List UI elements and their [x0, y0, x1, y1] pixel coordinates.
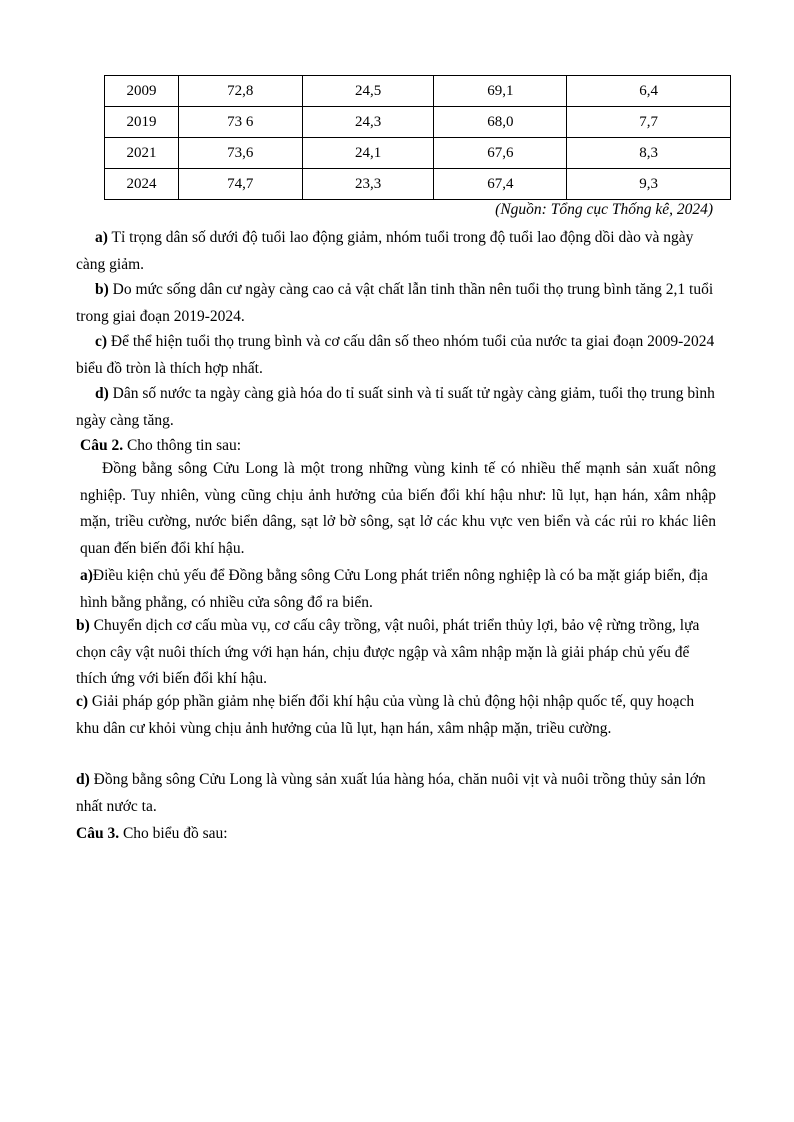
- table-cell: 69,1: [434, 76, 567, 107]
- table-cell: 23,3: [302, 169, 434, 200]
- table-cell: 2021: [105, 138, 179, 169]
- table-cell: 73,6: [178, 138, 302, 169]
- q1-statement-a: [76, 225, 716, 278]
- table-cell: 24,3: [302, 107, 434, 138]
- table-source: (Nguồn: Tổng cục Thống kê, 2024): [495, 201, 713, 218]
- q2-statement-c: [76, 689, 720, 742]
- question-label: Câu 2.: [80, 437, 124, 454]
- population-table: [104, 75, 731, 200]
- q1-statement-b: [76, 277, 716, 330]
- table-cell: 73 6: [178, 107, 302, 138]
- table-cell: 7,7: [567, 107, 731, 138]
- q1-statement-d: [76, 381, 716, 434]
- table-cell: 8,3: [567, 138, 731, 169]
- table-cell: 6,4: [567, 76, 731, 107]
- question-text: Cho thông tin sau:: [123, 437, 242, 454]
- q2-statement-b: [76, 613, 720, 693]
- table-cell: 9,3: [567, 169, 731, 200]
- statement-label: d): [95, 385, 109, 402]
- table-row: [105, 76, 731, 107]
- table-row: [105, 169, 731, 200]
- table-cell: 2024: [105, 169, 179, 200]
- statement-text: Đồng bằng sông Cửu Long là vùng sản xuất lúa hàng hóa, chăn nuôi vịt và nuôi trồng thủy sản lớn nhất nước ta.: [76, 771, 706, 815]
- statement-label: b): [76, 617, 90, 634]
- question-3-heading: [76, 821, 716, 848]
- table-cell: 72,8: [178, 76, 302, 107]
- table-cell: 2019: [105, 107, 179, 138]
- statement-label: d): [76, 771, 90, 788]
- statement-text: Do mức sống dân cư ngày càng cao cả vật chất lẫn tinh thần nên tuổi thọ trung bình tăng 2,1 tuổi trong giai đoạn 2019-2024.: [76, 281, 714, 325]
- table-cell: 67,4: [434, 169, 567, 200]
- question-label: Câu 3.: [76, 825, 120, 842]
- table-row: [105, 138, 731, 169]
- question-text: Cho biểu đồ sau:: [119, 825, 228, 842]
- statement-text: Để thể hiện tuổi thọ trung bình và cơ cấu dân số theo nhóm tuổi của nước ta giai đoạn 2009-2024 biểu đồ tròn là thích hợp nhất.: [76, 333, 715, 377]
- table-cell: 24,5: [302, 76, 434, 107]
- table-cell: 74,7: [178, 169, 302, 200]
- statement-text: Dân số nước ta ngày càng già hóa do tỉ suất sinh và tỉ suất tử ngày càng giảm, tuổi thọ trung bình ngày càng tăng.: [76, 385, 715, 429]
- question-2-passage: Đồng bằng sông Cửu Long là một trong những vùng kinh tế có nhiều thế mạnh sản xuất nông nghiệp. Tuy nhiên, vùng cũng chịu ảnh hưởng của biến đổi khí hậu như: lũ lụt, hạn hán, xâm nhập mặn, triều cường, nước biển dâng, sạt lở bờ sông, sạt lở các khu vực ven biển và các rủi ro khác liên quan đến biến đổi khí hậu.: [80, 460, 716, 557]
- table-cell: 24,1: [302, 138, 434, 169]
- table-cell: 2009: [105, 76, 179, 107]
- statement-label: c): [76, 693, 89, 710]
- statement-label: c): [95, 333, 108, 350]
- statement-label: a): [95, 229, 108, 246]
- q2-statement-a: [80, 563, 720, 616]
- statement-text: Tỉ trọng dân số dưới độ tuổi lao động giảm, nhóm tuổi trong độ tuổi lao động dồi dào và ngày càng giảm.: [76, 229, 694, 273]
- q1-statement-c: [76, 329, 716, 382]
- statement-label: b): [95, 281, 109, 298]
- table-cell: 68,0: [434, 107, 567, 138]
- statement-text: Chuyển dịch cơ cấu mùa vụ, cơ cấu cây trồng, vật nuôi, phát triển thủy lợi, bảo vệ rừng trồng, lựa chọn cây vật nuôi thích ứng với hạn hán, chịu được ngập và xâm nhập mặn là giải pháp chủ yếu để thích ứng với biến đổi khí hậu.: [76, 617, 700, 687]
- statement-text: Giải pháp góp phần giảm nhẹ biến đổi khí hậu của vùng là chủ động hội nhập quốc tế, quy hoạch khu dân cư khỏi vùng chịu ảnh hưởng của lũ lụt, hạn hán, xâm nhập mặn, triều cường.: [76, 693, 695, 737]
- table-cell: 67,6: [434, 138, 567, 169]
- statement-text: Điều kiện chủ yếu để Đồng bằng sông Cửu Long phát triển nông nghiệp là có ba mặt giáp biển, địa hình bằng phẳng, có nhiều cửa sông đổ ra biển.: [80, 567, 708, 611]
- statement-label: a): [80, 567, 93, 584]
- q2-statement-d: [76, 767, 716, 820]
- table-row: [105, 107, 731, 138]
